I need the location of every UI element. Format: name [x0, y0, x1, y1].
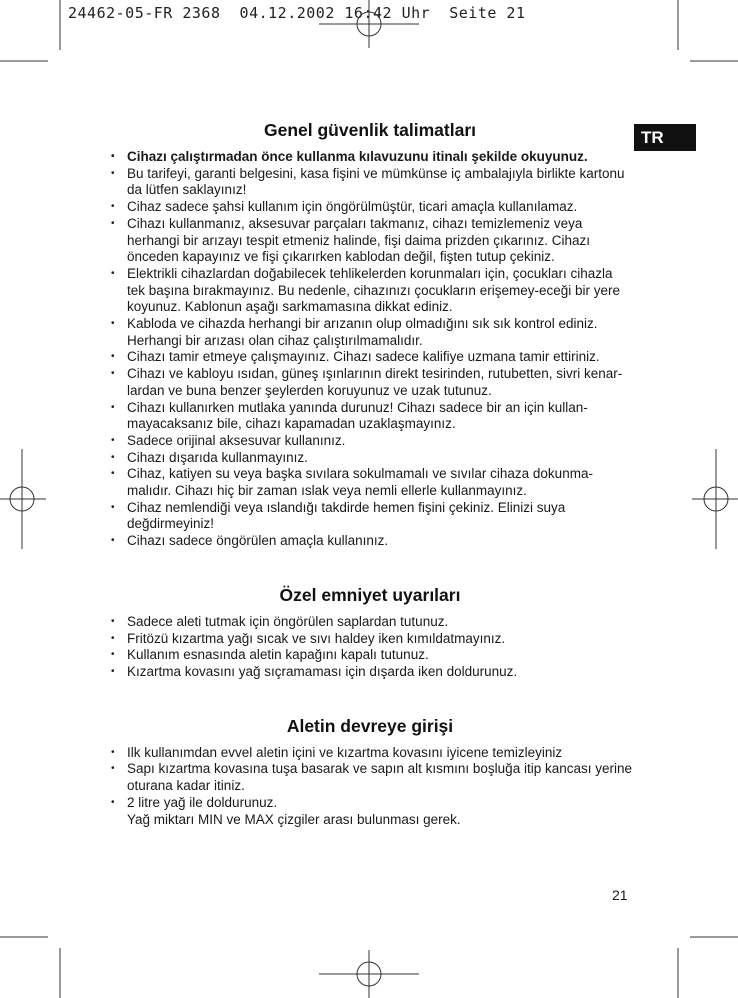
section-title-general-safety: Genel güvenlik talimatları	[263, 120, 477, 140]
list-item: • Kullanım esnasında aletin kapağını kapalı tutunuz.	[108, 647, 632, 664]
startup-list	[108, 745, 632, 829]
section-title-special-safety: Özel emniyet uyarıları	[279, 584, 461, 605]
language-tab: TR	[634, 124, 696, 151]
page-number: 21	[612, 887, 628, 903]
list-item: • Cihazı sadece öngörülen amaçla kullanınız.	[108, 533, 632, 550]
list-item: • Cihaz, katiyen su veya başka sıvılara sokulmamalı ve sıvılar cihaza dokunma-malıdır. Cihazı hiç bir zaman ıslak veya nemli ellerle kullanmayınız.	[108, 466, 632, 499]
list-item: • Fritözü kızartma yağı sıcak ve sıvı haldey iken kımıldatmayınız.	[108, 631, 632, 648]
list-item: • Kızartma kovasını yağ sıçramaması için dışarda iken doldurunuz.	[108, 664, 632, 681]
list-item: • Cihaz sadece şahsi kullanım için öngörülmüştür, ticari amaçla kullanılamaz.	[108, 199, 632, 216]
list-item: • Elektrikli cihazlardan doğabilecek tehlikelerden korunmaları için, çocukları cihazla tek başına bırakmayınız. Bu nedenle, cihazınızı çocukların erişemey-eceği bir yere koyunuz. Kablonun aşağı sarkmamasına dikkat ediniz.	[108, 266, 632, 316]
list-item: • Kabloda ve cihazda herhangi bir arızanın olup olmadığını sık sık kontrol ediniz. Herhangi bir arızası olan cihaz çalıştırılmamalıdır.	[108, 316, 632, 349]
list-item: • Cihazı çalıştırmadan önce kullanma kılavuzunu itinalı şekilde okuyunuz.	[108, 149, 632, 166]
list-item: • Bu tarifeyi, garanti belgesini, kasa fişini ve mümkünse iç ambalajıyla birlikte kartonu da lütfen saklayınız!	[108, 166, 632, 199]
list-item: • Cihazı kullanırken mutlaka yanında durunuz! Cihazı sadece bir an için kullan-mayacaksanız bile, cihazı kapamadan uzaklaşmayınız.	[108, 400, 632, 433]
list-item: • Sapı kızartma kovasına tuşa basarak ve sapın alt kısmını boşluğa itip kancası yerine oturana kadar itiniz.	[108, 761, 632, 794]
list-item: • Ilk kullanımdan evvel aletin içini ve kızartma kovasını iyicene temizleyiniz	[108, 745, 632, 762]
page-content	[108, 120, 632, 828]
list-item: • Cihazı kullanmanız, aksesuvar parçaları takmanız, cihazı temizlemeniz veya herhangi bir arızayı tespit etmeniz halinde, fişi daima prizden çıkarınız. Cihazı önceden kapayınız ve fişi çıkarırken kablodan değil, fişten tutup çekiniz.	[108, 216, 632, 266]
list-item: • Sadece orijinal aksesuvar kullanınız.	[108, 433, 632, 450]
print-header: 24462-05-FR 2368 04.12.2002 16:42 Uhr Seite 21	[68, 4, 526, 22]
list-item: • Cihazı ve kabloyu ısıdan, güneş ışınlarının direkt tesirinden, rutubetten, sivri kenar-lardan ve buna benzer şeylerden koruyunuz ve uzak tutunuz.	[108, 366, 632, 399]
list-item: • Sadece aleti tutmak için öngörülen saplardan tutunuz.	[108, 614, 632, 631]
general-safety-list	[108, 149, 632, 550]
list-item: • 2 litre yağ ile doldurunuz. Yağ miktarı MIN ve MAX çizgiler arası bulunması gerek.	[108, 795, 632, 828]
list-item: • Cihaz nemlendiği veya ıslandığı takdirde hemen fişini çekiniz. Elinizi suya değdirmeyiniz!	[108, 500, 632, 533]
section-title-startup: Aletin devreye girişi	[286, 715, 454, 736]
list-item: • Cihazı dışarıda kullanmayınız.	[108, 450, 632, 467]
special-safety-list	[108, 614, 632, 681]
list-item: • Cihazı tamir etmeye çalışmayınız. Cihazı sadece kalifiye uzmana tamir ettiriniz.	[108, 349, 632, 366]
